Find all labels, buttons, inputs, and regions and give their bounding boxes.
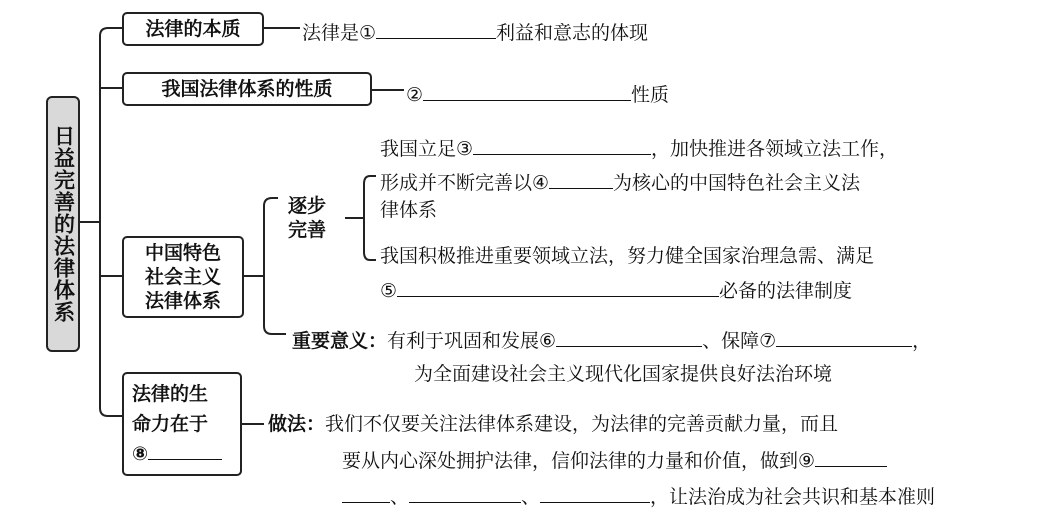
method-l3-sep-1: 、 (390, 486, 410, 508)
essence-prefix: 法律是① (302, 22, 377, 44)
importance-l1-mid: 、保障⑦ (702, 330, 777, 352)
method-line-2 (342, 446, 887, 473)
importance-label: 重要意义： (292, 330, 388, 352)
importance-l1-prefix: 有利于巩固和发展⑥ (387, 330, 557, 352)
blank-9a (815, 446, 887, 467)
nature-statement (406, 80, 669, 107)
importance-l1-suffix: ， (912, 330, 932, 352)
blank-1 (376, 18, 496, 39)
method-l1: 我们不仅要关注法律体系建设，为法律的完善贡献力量，而且 (325, 413, 839, 435)
gradual-label-line-2: 完善 (288, 219, 327, 241)
gradual-line-3: 律体系 (380, 199, 438, 221)
gradual-line-2 (380, 168, 860, 195)
blank-7 (776, 326, 912, 347)
node-law-vitality (122, 372, 242, 476)
gradual-l5-prefix: ⑤ (380, 280, 398, 302)
root-title: 日益完善的法律体系 (46, 96, 80, 352)
importance-line-2: 为全面建设社会主义现代化国家提供良好法治环境 (414, 363, 833, 385)
gradual-line-5 (380, 276, 852, 303)
gradual-label-line-1: 逐步 (288, 195, 327, 217)
connector-socialist-bracket (264, 198, 286, 334)
essence-suffix: 利益和意志的体现 (496, 22, 649, 44)
socialist-label-line-3: 法律体系 (144, 290, 221, 312)
vitality-label-line-3 (132, 439, 222, 469)
socialist-label-line-1: 中国特色 (144, 242, 221, 264)
socialist-label-line-2: 社会主义 (144, 266, 221, 288)
blank-5 (397, 276, 719, 297)
blank-3 (473, 134, 651, 155)
blank-9d (540, 482, 650, 503)
vitality-label-line-2: 命力在于 (132, 413, 209, 435)
method-line-3 (342, 482, 935, 509)
nature-prefix: ② (406, 84, 424, 106)
node-socialist-law-system (122, 236, 244, 318)
gradual-l1-suffix: ，加快推进各领域立法工作， (651, 138, 899, 160)
method-l3-suffix: ，让法治成为社会共识和基本准则 (650, 486, 936, 508)
vitality-label-line-1: 法律的生 (132, 383, 209, 405)
blank-6 (556, 326, 702, 347)
gradual-line-1 (380, 134, 898, 161)
method-l3-sep-2: 、 (521, 486, 541, 508)
gradual-label (288, 194, 326, 242)
blank-4 (549, 168, 613, 189)
blank-9b (342, 482, 390, 503)
method-l2-prefix: 要从内心深处拥护法律，信仰法律的力量和价值，做到⑨ (342, 450, 816, 472)
connector-main-bracket (100, 28, 122, 416)
gradual-l1-prefix: 我国立足③ (380, 138, 474, 160)
vitality-label-circled-8: ⑧ (132, 443, 149, 465)
gradual-l2-prefix: 形成并不断完善以④ (380, 172, 550, 194)
gradual-l2-suffix: 为核心的中国特色社会主义法 (613, 172, 861, 194)
gradual-line-4: 我国积极推进重要领域立法，努力健全国家治理急需、满足 (380, 245, 875, 267)
node-law-system-nature: 我国法律体系的性质 (122, 72, 372, 106)
blank-9c (409, 482, 521, 503)
gradual-l5-suffix: 必备的法律制度 (719, 280, 853, 302)
essence-statement (302, 18, 648, 45)
method-line-1 (268, 412, 838, 436)
importance-line-1 (292, 326, 931, 353)
node-law-essence: 法律的本质 (122, 12, 264, 46)
nature-suffix: 性质 (631, 84, 670, 106)
blank-8 (148, 441, 222, 460)
connector-gradual-bracket (364, 176, 376, 260)
blank-2 (423, 80, 631, 101)
method-label: 做法： (268, 413, 326, 435)
